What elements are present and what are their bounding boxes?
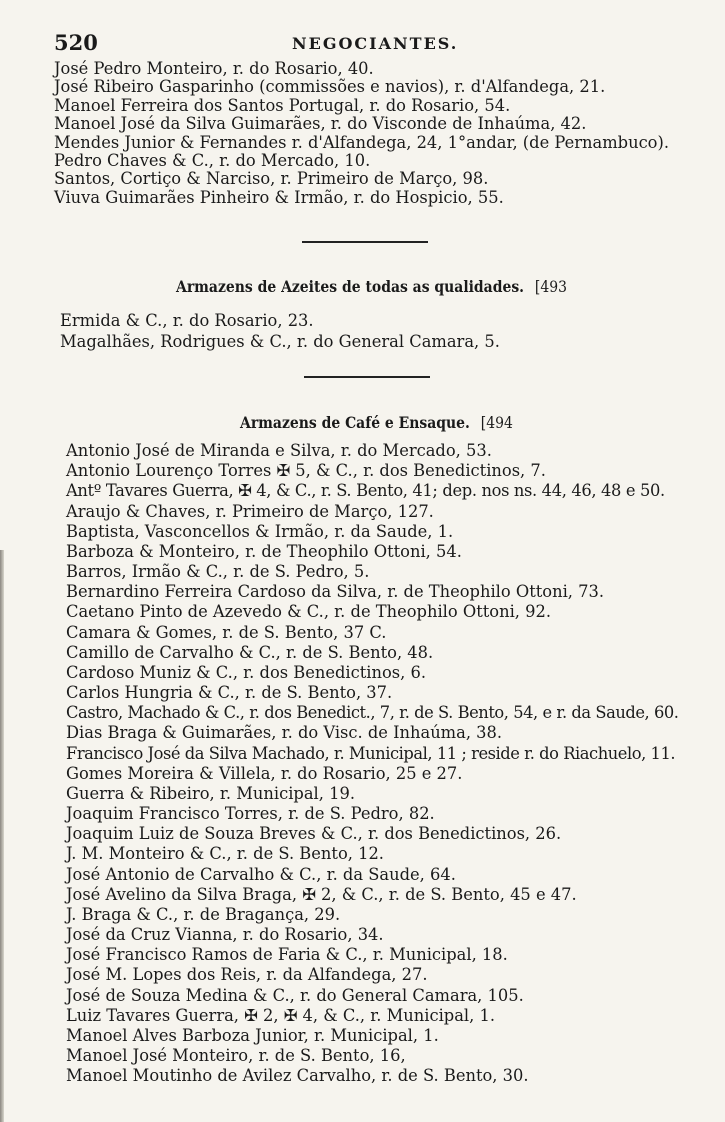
list-entry: Cardoso Muniz & C., r. dos Benedictinos, 6. bbox=[66, 662, 427, 682]
list-entry: Ermida & C., r. do Rosario, 23. bbox=[60, 311, 314, 330]
list-entry: Viuva Guimarães Pinheiro & Irmão, r. do Hospicio, 55. bbox=[54, 187, 504, 207]
list-entry: Bernardino Ferreira Cardoso da Silva, r. de Theophilo Ottoni, 73. bbox=[66, 582, 605, 602]
section-divider bbox=[302, 241, 428, 243]
list-entry: Luiz Tavares Guerra, ✠ 2, ✠ 4, & C., r. Municipal, 1. bbox=[66, 1005, 496, 1025]
cafe-list bbox=[66, 441, 679, 1087]
list-entry: Joaquim Francisco Torres, r. de S. Pedro, 82. bbox=[66, 804, 435, 824]
list-entry: Carlos Hungria & C., r. de S. Bento, 37. bbox=[66, 683, 393, 703]
list-entry: Francisco José da Silva Machado, r. Municipal, 11 ; reside r. do Riachuelo, 11. bbox=[66, 743, 676, 763]
list-entry: Baptista, Vasconcellos & Irmão, r. da Saude, 1. bbox=[66, 521, 454, 541]
list-entry: Antonio José de Miranda e Silva, r. do Mercado, 53. bbox=[66, 441, 492, 460]
section-heading-azeites bbox=[176, 277, 567, 296]
section-reference: [493 bbox=[534, 278, 567, 296]
list-entry: Antonio Lourenço Torres ✠ 5, & C., r. dos Benedictinos, 7. bbox=[66, 461, 546, 481]
list-entry: Manoel Alves Barboza Junior, r. Municipal, 1. bbox=[66, 1025, 439, 1045]
list-entry: José da Cruz Vianna, r. do Rosario, 34. bbox=[66, 925, 384, 945]
section-heading-text: Armazens de Azeites de todas as qualidades. bbox=[176, 277, 525, 296]
list-entry: J. M. Monteiro & C., r. de S. Bento, 12. bbox=[66, 844, 384, 864]
list-entry: Santos, Cortiço & Narciso, r. Primeiro de Março, 98. bbox=[54, 169, 489, 189]
list-entry: Mendes Junior & Fernandes r. d'Alfandega, 24, 1°andar, (de Pernambuco). bbox=[54, 132, 670, 152]
list-entry: Pedro Chaves & C., r. do Mercado, 10. bbox=[54, 150, 371, 170]
list-entry: Barros, Irmão & C., r. de S. Pedro, 5. bbox=[66, 562, 370, 582]
list-entry: Barboza & Monteiro, r. de Theophilo Ottoni, 54. bbox=[66, 541, 462, 561]
list-entry: José Pedro Monteiro, r. do Rosario, 40. bbox=[54, 59, 374, 78]
azeites-list bbox=[60, 311, 500, 352]
list-entry: José M. Lopes dos Reis, r. da Alfandega, 27. bbox=[66, 965, 428, 985]
section-heading-text: Armazens de Café e Ensaque. bbox=[240, 413, 470, 432]
list-entry: José Francisco Ramos de Faria & C., r. Municipal, 18. bbox=[66, 945, 508, 965]
list-entry: José de Souza Medina & C., r. do General Camara, 105. bbox=[66, 985, 524, 1005]
list-entry: Dias Braga & Guimarães, r. do Visc. de Inhaúma, 38. bbox=[66, 723, 503, 743]
list-entry: Manoel Ferreira dos Santos Portugal, r. do Rosario, 54. bbox=[54, 95, 511, 115]
list-entry: Camillo de Carvalho & C., r. de S. Bento, 48. bbox=[66, 642, 434, 662]
list-entry: José Antonio de Carvalho & C., r. da Saude, 64. bbox=[66, 864, 456, 884]
running-title: NEGOCIANTES. bbox=[292, 34, 459, 53]
list-entry: José Avelino da Silva Braga, ✠ 2, & C., r. de S. Bento, 45 e 47. bbox=[66, 884, 577, 904]
list-entry: Magalhães, Rodrigues & C., r. do General Camara, 5. bbox=[60, 331, 500, 351]
list-entry: Caetano Pinto de Azevedo & C., r. de Theophilo Ottoni, 92. bbox=[66, 602, 552, 622]
list-entry: Araujo & Chaves, r. Primeiro de Março, 127. bbox=[66, 501, 434, 521]
list-entry: Camara & Gomes, r. de S. Bento, 37 C. bbox=[66, 622, 387, 642]
list-entry: Antº Tavares Guerra, ✠ 4, & C., r. S. Bento, 41; dep. nos ns. 44, 46, 48 e 50. bbox=[66, 481, 665, 501]
list-entry: J. Braga & C., r. de Bragança, 29. bbox=[66, 904, 341, 924]
list-entry: Guerra & Ribeiro, r. Municipal, 19. bbox=[66, 783, 356, 803]
page-number: 520 bbox=[54, 30, 98, 55]
list-entry: Manoel Moutinho de Avilez Carvalho, r. de S. Bento, 30. bbox=[66, 1066, 529, 1086]
section-reference: [494 bbox=[480, 414, 513, 432]
list-entry: Joaquim Luiz de Souza Breves & C., r. dos Benedictinos, 26. bbox=[66, 824, 562, 844]
merchant-list-continued bbox=[54, 60, 669, 207]
list-entry: Castro, Machado & C., r. dos Benedict., 7, r. de S. Bento, 54, e r. da Saude, 60. bbox=[66, 703, 679, 723]
list-entry: Manoel José da Silva Guimarães, r. do Visconde de Inhaúma, 42. bbox=[54, 114, 587, 134]
list-entry: Manoel José Monteiro, r. de S. Bento, 16, bbox=[66, 1046, 406, 1066]
list-entry: Gomes Moreira & Villela, r. do Rosario, 25 e 27. bbox=[66, 763, 463, 783]
page-header bbox=[54, 30, 654, 56]
section-heading-cafe bbox=[240, 413, 513, 432]
section-divider bbox=[304, 376, 430, 378]
page-binding-edge bbox=[0, 550, 4, 1122]
list-entry: José Ribeiro Gasparinho (commissões e navios), r. d'Alfandega, 21. bbox=[54, 77, 606, 97]
